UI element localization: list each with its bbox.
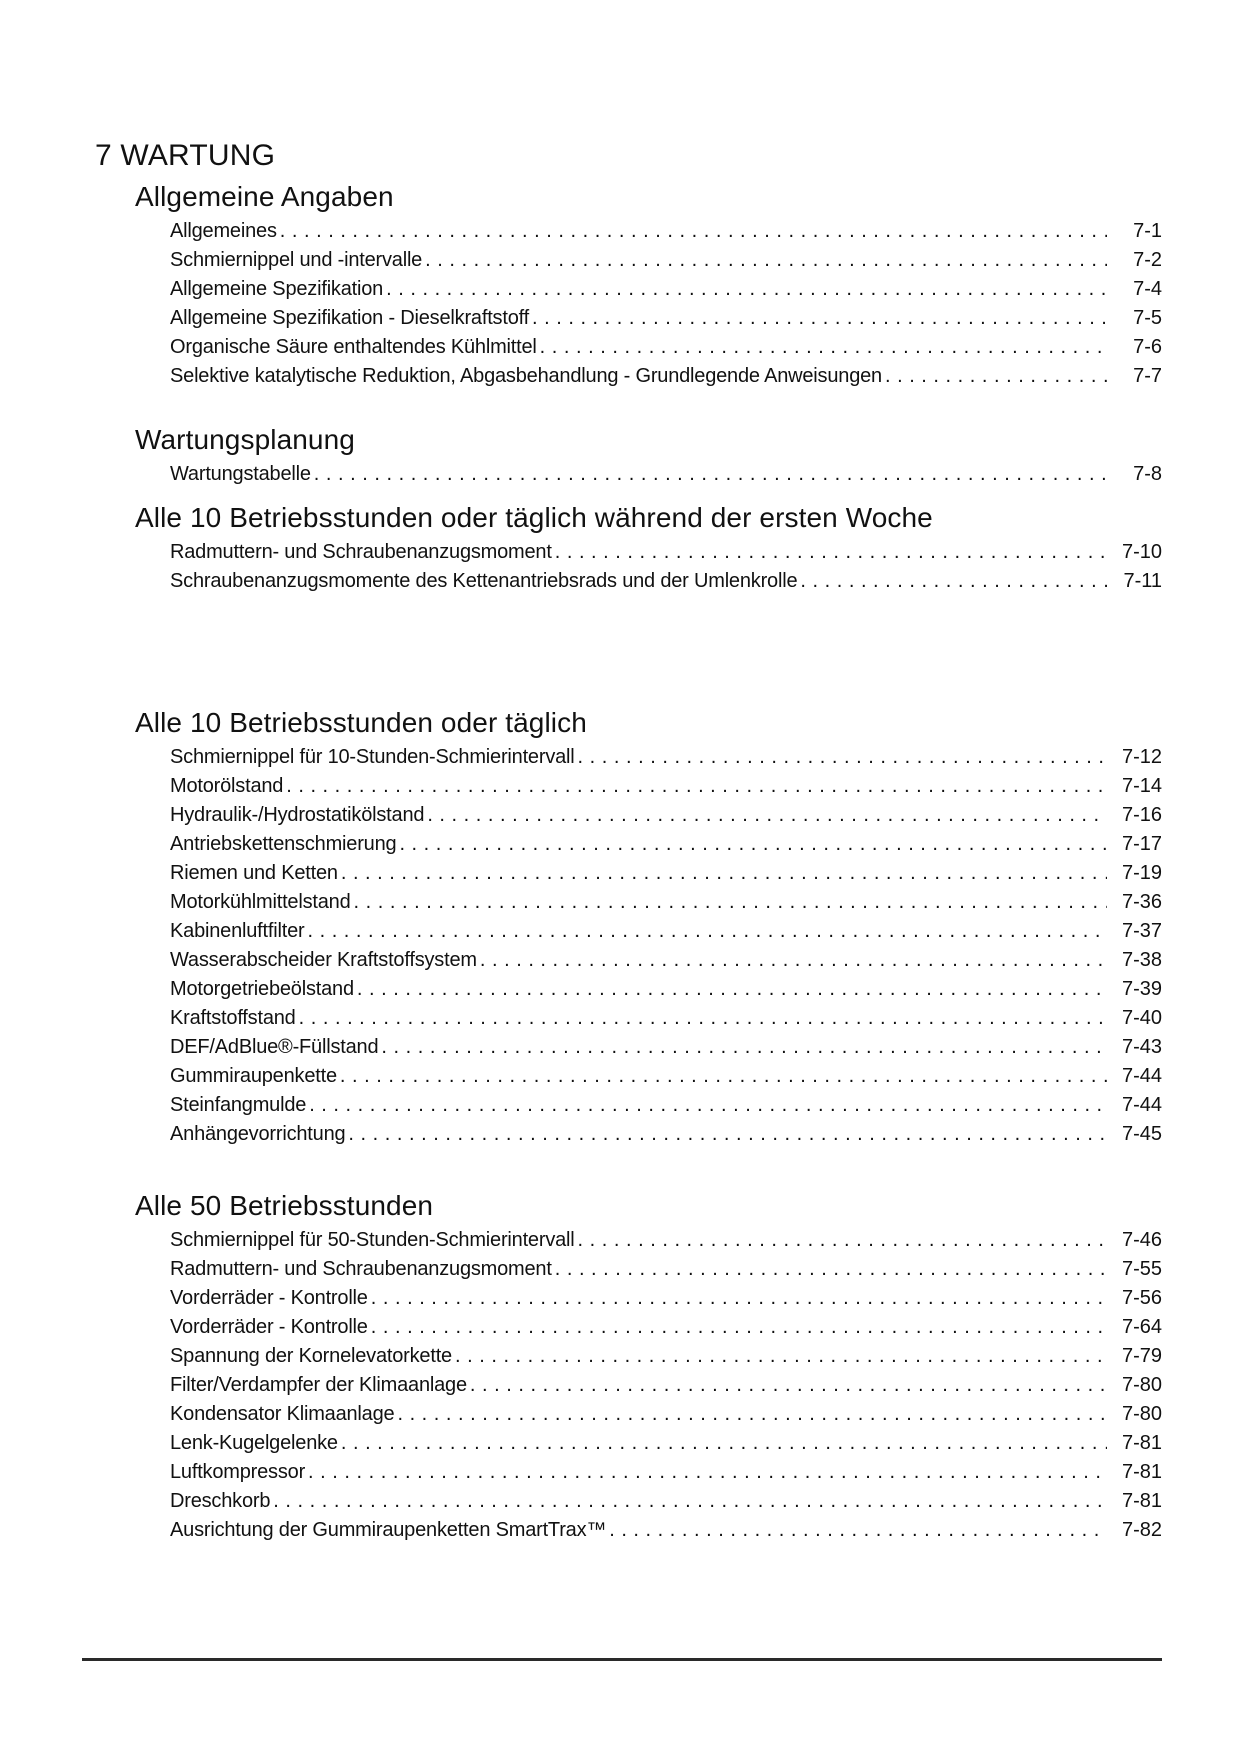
toc-entry-page: 7-45 <box>1121 1123 1162 1145</box>
toc-entry-title: Schmiernippel und -intervalle <box>170 249 423 271</box>
section-heading: Alle 10 Betriebsstunden oder täglich <box>135 707 587 738</box>
toc-entry-page: 7-46 <box>1121 1229 1162 1251</box>
dot-leader <box>578 1226 1107 1255</box>
toc-entry-page: 7-56 <box>1121 1287 1162 1309</box>
toc-entry-title: Kraftstoffstand <box>170 1007 296 1029</box>
toc-entry-page: 7-81 <box>1121 1461 1162 1483</box>
toc-entry-page: 7-44 <box>1121 1065 1162 1087</box>
toc-entry <box>170 304 1162 333</box>
dot-leader <box>427 801 1107 830</box>
toc-entry <box>170 362 1162 391</box>
toc-entry <box>170 1255 1162 1284</box>
dot-leader <box>314 460 1107 489</box>
toc-entry-title: Gummiraupenkette <box>170 1065 337 1087</box>
toc-entry-page: 7-14 <box>1121 775 1162 797</box>
toc-section <box>95 501 1162 596</box>
toc-entry-page: 7-37 <box>1121 920 1162 942</box>
dot-leader <box>480 946 1107 975</box>
toc-entry <box>170 333 1162 362</box>
toc-entry-title: Vorderräder - Kontrolle <box>170 1287 368 1309</box>
toc-entry-page: 7-81 <box>1121 1432 1162 1454</box>
toc-entry <box>170 1004 1162 1033</box>
toc-entry-page: 7-36 <box>1121 891 1162 913</box>
dot-leader <box>340 1062 1107 1091</box>
toc-entry-title: Allgemeines <box>170 220 277 242</box>
dot-leader <box>309 1091 1107 1120</box>
toc-entry-title: Radmuttern- und Schraubenanzugsmoment <box>170 1258 552 1280</box>
dot-leader <box>371 1313 1107 1342</box>
toc-entry <box>170 217 1162 246</box>
dot-leader <box>425 246 1107 275</box>
section-entries <box>170 460 1162 489</box>
dot-leader <box>555 1255 1107 1284</box>
toc-entry-title: Organische Säure enthaltendes Kühlmittel <box>170 336 537 358</box>
toc-entry-page: 7-2 <box>1133 249 1162 271</box>
toc-entry-title: Luftkompressor <box>170 1461 306 1483</box>
toc-entry-title: DEF/AdBlue®-Füllstand <box>170 1036 379 1058</box>
toc-section <box>95 423 1162 489</box>
toc-entry-page: 7-10 <box>1121 541 1162 563</box>
toc-entry <box>170 1033 1162 1062</box>
dot-leader <box>273 1487 1107 1516</box>
toc-entry <box>170 917 1162 946</box>
dot-leader <box>341 859 1107 888</box>
toc-entry <box>170 1120 1162 1149</box>
section-entries <box>170 217 1162 391</box>
dot-leader <box>381 1033 1107 1062</box>
dot-leader <box>299 1004 1107 1033</box>
toc-entry <box>170 1284 1162 1313</box>
toc-entry-page: 7-7 <box>1133 365 1162 387</box>
toc-entry-page: 7-19 <box>1121 862 1162 884</box>
toc-entry-page: 7-17 <box>1121 833 1162 855</box>
toc-entry-page: 7-38 <box>1121 949 1162 971</box>
dot-leader <box>532 304 1107 333</box>
toc-entry <box>170 743 1162 772</box>
toc-entry-title: Steinfangmulde <box>170 1094 307 1116</box>
toc-entry <box>170 1516 1162 1545</box>
toc-entry-title: Radmuttern- und Schraubenanzugsmoment <box>170 541 552 563</box>
dot-leader <box>371 1284 1107 1313</box>
dot-leader <box>470 1371 1107 1400</box>
toc-entry-page: 7-82 <box>1121 1519 1162 1541</box>
section-entries <box>170 538 1162 596</box>
toc-entry-page: 7-79 <box>1121 1345 1162 1367</box>
toc-entry-title: Motorölstand <box>170 775 284 797</box>
toc-entry-page: 7-12 <box>1121 746 1162 768</box>
dot-leader <box>555 538 1107 567</box>
toc-entry-title: Schmiernippel für 10-Stunden-Schmierintervall <box>170 746 575 768</box>
toc-entry-title: Motorkühlmittelstand <box>170 891 351 913</box>
toc-entry-page: 7-1 <box>1133 220 1162 242</box>
toc-entry <box>170 567 1162 596</box>
section-heading: Allgemeine Angaben <box>135 181 394 212</box>
toc-entry <box>170 859 1162 888</box>
table-of-contents <box>95 180 1162 1545</box>
toc-entry-page: 7-6 <box>1133 336 1162 358</box>
toc-entry-title: Riemen und Ketten <box>170 862 338 884</box>
section-entries <box>170 1226 1162 1545</box>
toc-entry-page: 7-11 <box>1123 570 1162 592</box>
toc-entry <box>170 460 1162 489</box>
toc-entry-page: 7-55 <box>1121 1258 1162 1280</box>
toc-entry-page: 7-43 <box>1121 1036 1162 1058</box>
toc-entry-title: Antriebskettenschmierung <box>170 833 397 855</box>
toc-entry-title: Spannung der Kornelevatorkette <box>170 1345 452 1367</box>
dot-leader <box>540 333 1107 362</box>
toc-entry <box>170 1487 1162 1516</box>
toc-entry <box>170 830 1162 859</box>
toc-entry-title: Filter/Verdampfer der Klimaanlage <box>170 1374 467 1396</box>
dot-leader <box>357 975 1107 1004</box>
toc-entry-title: Schraubenanzugsmomente des Kettenantriebsrads und der Umlenkrolle <box>170 570 798 592</box>
footer-divider <box>82 1658 1162 1661</box>
toc-entry <box>170 1226 1162 1255</box>
dot-leader <box>609 1516 1107 1545</box>
dot-leader <box>286 772 1107 801</box>
toc-entry <box>170 1458 1162 1487</box>
toc-entry-title: Vorderräder - Kontrolle <box>170 1316 368 1338</box>
toc-entry <box>170 772 1162 801</box>
toc-section <box>95 180 1162 391</box>
toc-entry-page: 7-39 <box>1121 978 1162 1000</box>
dot-leader <box>455 1342 1107 1371</box>
toc-entry <box>170 1342 1162 1371</box>
toc-entry <box>170 975 1162 1004</box>
toc-entry-page: 7-8 <box>1133 463 1162 485</box>
toc-entry <box>170 538 1162 567</box>
toc-entry <box>170 888 1162 917</box>
dot-leader <box>307 917 1107 946</box>
dot-leader <box>386 275 1107 304</box>
toc-entry-title: Allgemeine Spezifikation <box>170 278 384 300</box>
dot-leader <box>399 830 1107 859</box>
toc-entry-title: Kabinenluftfilter <box>170 920 305 942</box>
toc-entry-page: 7-4 <box>1133 278 1162 300</box>
toc-entry-page: 7-16 <box>1121 804 1162 826</box>
toc-entry <box>170 1313 1162 1342</box>
toc-entry <box>170 1400 1162 1429</box>
toc-entry <box>170 1429 1162 1458</box>
toc-entry-title: Schmiernippel für 50-Stunden-Schmierintervall <box>170 1229 575 1251</box>
toc-entry-title: Motorgetriebeölstand <box>170 978 354 1000</box>
section-heading: Wartungsplanung <box>135 424 355 455</box>
toc-entry-page: 7-44 <box>1121 1094 1162 1116</box>
toc-entry-title: Anhängevorrichtung <box>170 1123 346 1145</box>
toc-entry-title: Selektive katalytische Reduktion, Abgasbehandlung - Grundlegende Anweisungen <box>170 365 882 387</box>
section-entries <box>170 743 1162 1149</box>
section-heading: Alle 10 Betriebsstunden oder täglich während der ersten Woche <box>135 502 933 533</box>
toc-entry-title: Lenk-Kugelgelenke <box>170 1432 338 1454</box>
toc-entry-page: 7-5 <box>1133 307 1162 329</box>
toc-entry <box>170 1062 1162 1091</box>
chapter-title: 7 WARTUNG <box>95 139 276 172</box>
toc-entry-page: 7-64 <box>1121 1316 1162 1338</box>
dot-leader <box>354 888 1107 917</box>
dot-leader <box>578 743 1107 772</box>
dot-leader <box>348 1120 1107 1149</box>
toc-entry-title: Ausrichtung der Gummiraupenketten SmartTrax™ <box>170 1519 607 1541</box>
toc-entry <box>170 246 1162 275</box>
toc-entry-title: Kondensator Klimaanlage <box>170 1403 395 1425</box>
toc-entry-title: Wartungstabelle <box>170 463 311 485</box>
toc-entry-page: 7-80 <box>1121 1374 1162 1396</box>
toc-entry <box>170 1371 1162 1400</box>
toc-entry <box>170 946 1162 975</box>
dot-leader <box>397 1400 1107 1429</box>
dot-leader <box>341 1429 1107 1458</box>
toc-entry <box>170 275 1162 304</box>
toc-entry <box>170 801 1162 830</box>
toc-entry <box>170 1091 1162 1120</box>
toc-entry-page: 7-81 <box>1121 1490 1162 1512</box>
toc-section <box>95 706 1162 1149</box>
toc-entry-page: 7-40 <box>1121 1007 1162 1029</box>
toc-entry-page: 7-80 <box>1121 1403 1162 1425</box>
dot-leader <box>280 217 1107 246</box>
toc-entry-title: Wasserabscheider Kraftstoffsystem <box>170 949 477 971</box>
toc-entry-title: Allgemeine Spezifikation - Dieselkraftstoff <box>170 307 529 329</box>
dot-leader <box>308 1458 1107 1487</box>
toc-entry-title: Dreschkorb <box>170 1490 271 1512</box>
dot-leader <box>800 567 1107 596</box>
toc-section <box>95 1189 1162 1545</box>
toc-entry-title: Hydraulik-/Hydrostatikölstand <box>170 804 425 826</box>
section-heading: Alle 50 Betriebsstunden <box>135 1190 434 1221</box>
dot-leader <box>885 362 1107 391</box>
